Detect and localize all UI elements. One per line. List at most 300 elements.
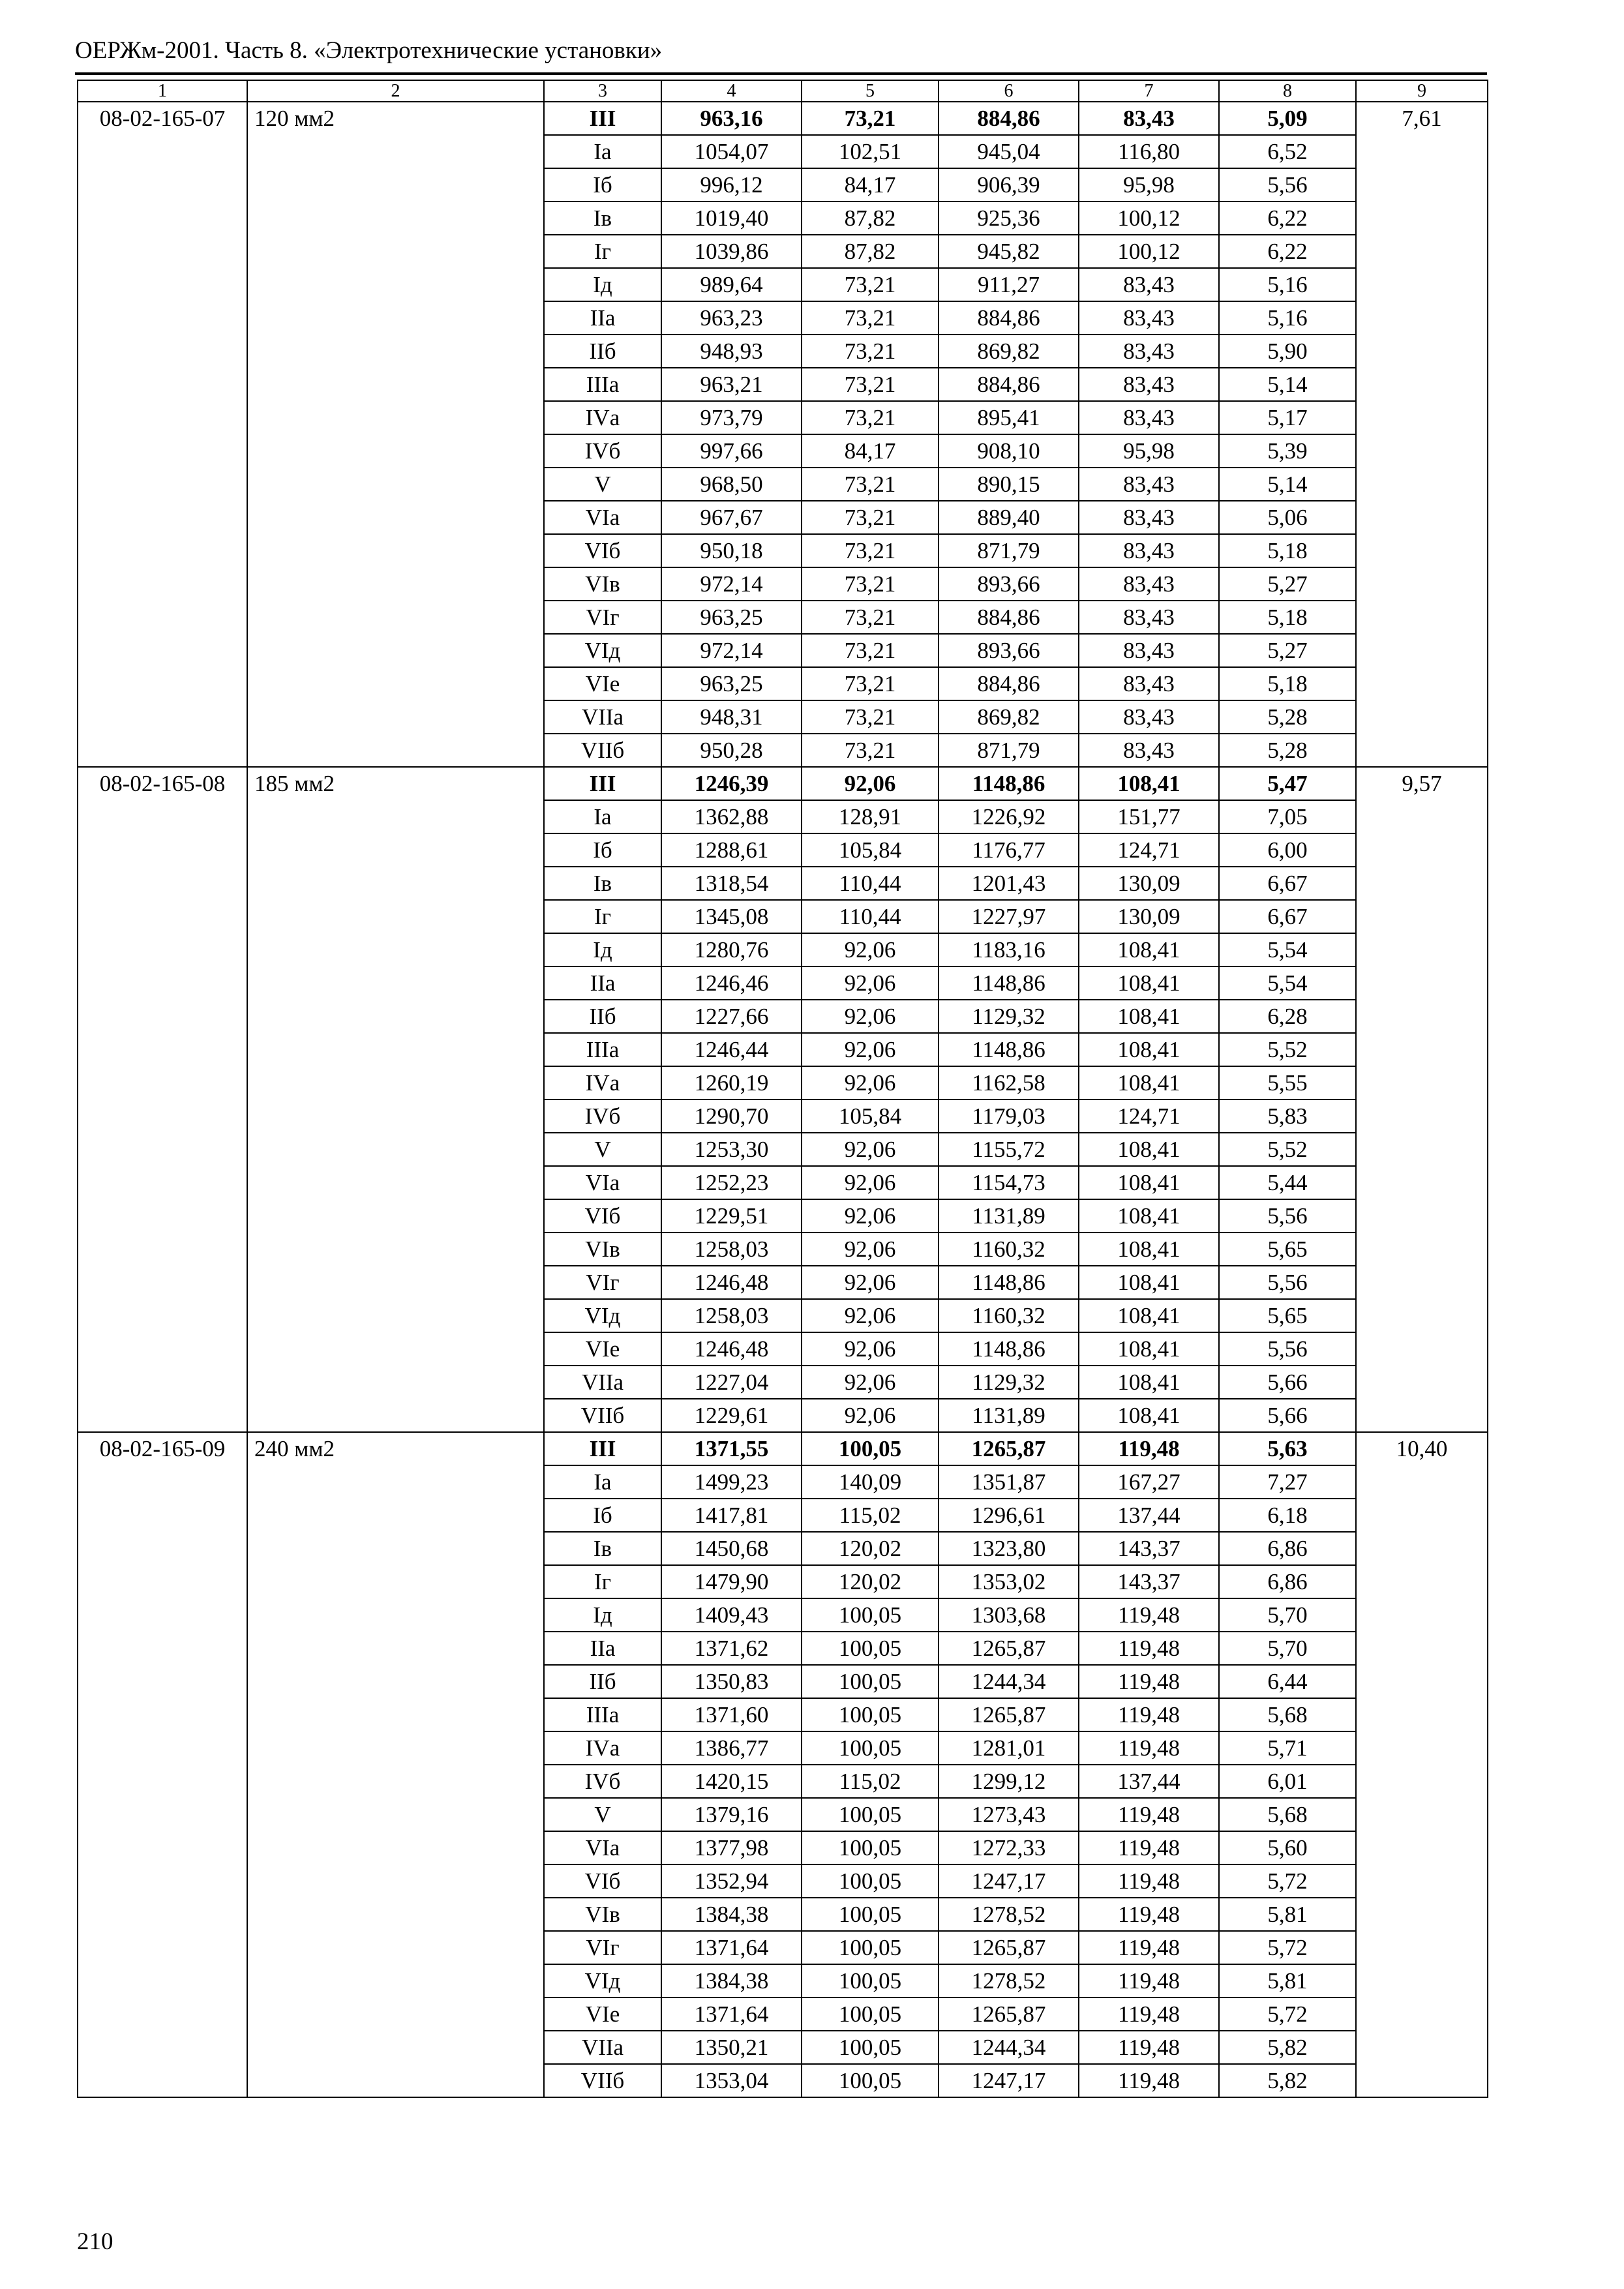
value-cell: 100,05 [802, 1898, 939, 1931]
zone-cell: IIIа [544, 1033, 661, 1066]
value-cell: 908,10 [939, 434, 1079, 468]
value-cell: 1246,39 [661, 767, 802, 800]
value-cell: 95,98 [1079, 434, 1219, 468]
value-cell: 5,28 [1219, 700, 1356, 734]
value-cell: 1252,23 [661, 1166, 802, 1199]
value-cell: 1019,40 [661, 202, 802, 235]
value-cell: 92,06 [802, 1066, 939, 1100]
value-cell: 1371,64 [661, 1931, 802, 1964]
zone-cell: Iа [544, 1465, 661, 1499]
value-cell: 83,43 [1079, 567, 1219, 601]
column-number: 2 [247, 80, 544, 102]
zone-cell: Iг [544, 900, 661, 933]
value-cell: 1278,52 [939, 1898, 1079, 1931]
value-cell: 5,56 [1219, 168, 1356, 202]
value-cell: 5,81 [1219, 1964, 1356, 1997]
column-number: 1 [78, 80, 247, 102]
value-cell: 124,71 [1079, 833, 1219, 867]
value-cell: 6,28 [1219, 1000, 1356, 1033]
value-cell: 1409,43 [661, 1598, 802, 1632]
value-cell: 884,86 [939, 601, 1079, 634]
value-cell: 5,52 [1219, 1133, 1356, 1166]
value-cell: 100,12 [1079, 202, 1219, 235]
zone-cell: Iг [544, 1565, 661, 1598]
value-cell: 100,05 [802, 1665, 939, 1698]
zone-cell: VIе [544, 1997, 661, 2031]
zone-cell: Iв [544, 202, 661, 235]
value-cell: 5,18 [1219, 534, 1356, 567]
value-cell: 5,55 [1219, 1066, 1356, 1100]
value-cell: 1371,55 [661, 1432, 802, 1465]
value-cell: 906,39 [939, 168, 1079, 202]
value-cell: 997,66 [661, 434, 802, 468]
value-cell: 108,41 [1079, 1233, 1219, 1266]
value-cell: 948,93 [661, 335, 802, 368]
value-cell: 1386,77 [661, 1731, 802, 1765]
value-cell: 5,90 [1219, 335, 1356, 368]
table-row [78, 767, 1488, 800]
value-cell: 6,22 [1219, 202, 1356, 235]
value-cell: 92,06 [802, 1299, 939, 1332]
value-cell: 1154,73 [939, 1166, 1079, 1199]
value-cell: 83,43 [1079, 102, 1219, 135]
value-cell: 73,21 [802, 567, 939, 601]
value-cell: 5,09 [1219, 102, 1356, 135]
value-cell: 5,18 [1219, 667, 1356, 700]
zone-cell: VIв [544, 1233, 661, 1266]
zone-cell: Iд [544, 933, 661, 966]
value-cell: 1371,60 [661, 1698, 802, 1731]
value-cell: 5,65 [1219, 1299, 1356, 1332]
value-cell: 1227,66 [661, 1000, 802, 1033]
value-cell: 948,31 [661, 700, 802, 734]
value-cell: 100,05 [802, 1964, 939, 1997]
value-cell: 140,09 [802, 1465, 939, 1499]
value-cell: 124,71 [1079, 1100, 1219, 1133]
value-cell: 73,21 [802, 501, 939, 534]
value-cell: 1273,43 [939, 1798, 1079, 1831]
value-cell: 6,67 [1219, 867, 1356, 900]
column-9-value: 10,40 [1356, 1432, 1488, 2097]
zone-cell: Iа [544, 135, 661, 168]
value-cell: 968,50 [661, 468, 802, 501]
column-9-value: 7,61 [1356, 102, 1488, 767]
value-cell: 5,06 [1219, 501, 1356, 534]
value-cell: 119,48 [1079, 1798, 1219, 1831]
value-cell: 1377,98 [661, 1831, 802, 1864]
value-cell: 7,05 [1219, 800, 1356, 833]
value-cell: 1258,03 [661, 1233, 802, 1266]
value-cell: 1258,03 [661, 1299, 802, 1332]
value-cell: 1280,76 [661, 933, 802, 966]
column-number: 5 [802, 80, 939, 102]
value-cell: 108,41 [1079, 1033, 1219, 1066]
value-cell: 5,65 [1219, 1233, 1356, 1266]
value-cell: 1129,32 [939, 1000, 1079, 1033]
zone-cell: VIIб [544, 1399, 661, 1432]
value-cell: 890,15 [939, 468, 1079, 501]
value-cell: 6,00 [1219, 833, 1356, 867]
value-cell: 1148,86 [939, 1332, 1079, 1366]
value-cell: 1290,70 [661, 1100, 802, 1133]
value-cell: 884,86 [939, 102, 1079, 135]
value-cell: 92,06 [802, 1399, 939, 1432]
column-number: 3 [544, 80, 661, 102]
value-cell: 1288,61 [661, 833, 802, 867]
value-cell: 87,82 [802, 202, 939, 235]
value-cell: 5,39 [1219, 434, 1356, 468]
value-cell: 1160,32 [939, 1233, 1079, 1266]
value-cell: 1260,19 [661, 1066, 802, 1100]
zone-cell: V [544, 1133, 661, 1166]
value-cell: 6,01 [1219, 1765, 1356, 1798]
zone-cell: VIIб [544, 734, 661, 767]
value-cell: 973,79 [661, 401, 802, 434]
zone-cell: VIа [544, 1166, 661, 1199]
value-cell: 1303,68 [939, 1598, 1079, 1632]
value-cell: 5,68 [1219, 1798, 1356, 1831]
value-cell: 73,21 [802, 401, 939, 434]
value-cell: 1162,58 [939, 1066, 1079, 1100]
value-cell: 119,48 [1079, 1864, 1219, 1898]
value-cell: 963,23 [661, 301, 802, 335]
value-cell: 871,79 [939, 734, 1079, 767]
value-cell: 5,72 [1219, 1864, 1356, 1898]
value-cell: 83,43 [1079, 501, 1219, 534]
value-cell: 108,41 [1079, 933, 1219, 966]
value-cell: 83,43 [1079, 368, 1219, 401]
zone-cell: Iа [544, 800, 661, 833]
value-cell: 83,43 [1079, 335, 1219, 368]
value-cell: 989,64 [661, 268, 802, 301]
value-cell: 119,48 [1079, 1598, 1219, 1632]
value-cell: 1350,21 [661, 2031, 802, 2064]
column-number-row [78, 80, 1488, 102]
value-cell: 128,91 [802, 800, 939, 833]
value-cell: 92,06 [802, 1332, 939, 1366]
value-cell: 972,14 [661, 567, 802, 601]
value-cell: 137,44 [1079, 1765, 1219, 1798]
value-cell: 1131,89 [939, 1399, 1079, 1432]
value-cell: 119,48 [1079, 1432, 1219, 1465]
value-cell: 1246,48 [661, 1332, 802, 1366]
value-cell: 950,18 [661, 534, 802, 567]
value-cell: 73,21 [802, 634, 939, 667]
value-cell: 5,81 [1219, 1898, 1356, 1931]
value-cell: 1450,68 [661, 1532, 802, 1565]
value-cell: 92,06 [802, 1266, 939, 1299]
value-cell: 950,28 [661, 734, 802, 767]
zone-cell: VIг [544, 1931, 661, 1964]
value-cell: 108,41 [1079, 1166, 1219, 1199]
column-number: 8 [1219, 80, 1356, 102]
value-cell: 5,54 [1219, 933, 1356, 966]
value-cell: 884,86 [939, 667, 1079, 700]
value-cell: 108,41 [1079, 1266, 1219, 1299]
value-cell: 1227,97 [939, 900, 1079, 933]
value-cell: 6,86 [1219, 1565, 1356, 1598]
rate-code: 08-02-165-08 [78, 767, 247, 1432]
value-cell: 1148,86 [939, 1266, 1079, 1299]
value-cell: 1265,87 [939, 1931, 1079, 1964]
value-cell: 108,41 [1079, 966, 1219, 1000]
value-cell: 6,22 [1219, 235, 1356, 268]
zone-cell: Iб [544, 168, 661, 202]
value-cell: 1318,54 [661, 867, 802, 900]
value-cell: 119,48 [1079, 1731, 1219, 1765]
zone-cell: IVа [544, 401, 661, 434]
value-cell: 105,84 [802, 1100, 939, 1133]
table-row [78, 1432, 1488, 1465]
value-cell: 110,44 [802, 900, 939, 933]
zone-cell: VIе [544, 667, 661, 700]
value-cell: 5,82 [1219, 2031, 1356, 2064]
value-cell: 884,86 [939, 368, 1079, 401]
value-cell: 83,43 [1079, 601, 1219, 634]
zone-cell: III [544, 767, 661, 800]
value-cell: 1278,52 [939, 1964, 1079, 1997]
value-cell: 1265,87 [939, 1698, 1079, 1731]
value-cell: 73,21 [802, 335, 939, 368]
value-cell: 100,05 [802, 1931, 939, 1964]
value-cell: 73,21 [802, 268, 939, 301]
value-cell: 1247,17 [939, 2064, 1079, 2097]
value-cell: 84,17 [802, 434, 939, 468]
value-cell: 119,48 [1079, 2031, 1219, 2064]
zone-cell: Iв [544, 1532, 661, 1565]
value-cell: 108,41 [1079, 1399, 1219, 1432]
section-size: 240 мм2 [247, 1432, 544, 2097]
value-cell: 83,43 [1079, 700, 1219, 734]
value-cell: 1054,07 [661, 135, 802, 168]
rate-code: 08-02-165-09 [78, 1432, 247, 2097]
value-cell: 100,05 [802, 1864, 939, 1898]
value-cell: 5,54 [1219, 966, 1356, 1000]
value-cell: 1384,38 [661, 1964, 802, 1997]
value-cell: 5,28 [1219, 734, 1356, 767]
value-cell: 5,16 [1219, 301, 1356, 335]
value-cell: 5,56 [1219, 1332, 1356, 1366]
zone-cell: IVа [544, 1731, 661, 1765]
value-cell: 1420,15 [661, 1765, 802, 1798]
value-cell: 110,44 [802, 867, 939, 900]
value-cell: 95,98 [1079, 168, 1219, 202]
value-cell: 5,66 [1219, 1366, 1356, 1399]
zone-cell: IIб [544, 1665, 661, 1698]
value-cell: 92,06 [802, 1199, 939, 1233]
value-cell: 100,05 [802, 1831, 939, 1864]
value-cell: 1371,62 [661, 1632, 802, 1665]
value-cell: 945,04 [939, 135, 1079, 168]
zone-cell: IIа [544, 966, 661, 1000]
zone-cell: VIа [544, 501, 661, 534]
section-size: 120 мм2 [247, 102, 544, 767]
value-cell: 83,43 [1079, 268, 1219, 301]
value-cell: 5,14 [1219, 468, 1356, 501]
value-cell: 893,66 [939, 567, 1079, 601]
zone-cell: VIв [544, 567, 661, 601]
zone-cell: VIб [544, 534, 661, 567]
value-cell: 143,37 [1079, 1532, 1219, 1565]
value-cell: 1179,03 [939, 1100, 1079, 1133]
value-cell: 1246,44 [661, 1033, 802, 1066]
value-cell: 119,48 [1079, 1665, 1219, 1698]
value-cell: 83,43 [1079, 468, 1219, 501]
value-cell: 108,41 [1079, 1199, 1219, 1233]
value-cell: 73,21 [802, 368, 939, 401]
value-cell: 92,06 [802, 1033, 939, 1066]
value-cell: 100,05 [802, 1798, 939, 1831]
value-cell: 963,25 [661, 601, 802, 634]
value-cell: 967,67 [661, 501, 802, 534]
page-number: 210 [77, 2228, 113, 2255]
value-cell: 92,06 [802, 767, 939, 800]
zone-cell: IVа [544, 1066, 661, 1100]
value-cell: 1226,92 [939, 800, 1079, 833]
zone-cell: VIд [544, 1964, 661, 1997]
value-cell: 108,41 [1079, 767, 1219, 800]
value-cell: 1155,72 [939, 1133, 1079, 1166]
table-row [78, 102, 1488, 135]
value-cell: 119,48 [1079, 2064, 1219, 2097]
value-cell: 137,44 [1079, 1499, 1219, 1532]
value-cell: 963,16 [661, 102, 802, 135]
value-cell: 1229,61 [661, 1399, 802, 1432]
value-cell: 1265,87 [939, 1432, 1079, 1465]
value-cell: 996,12 [661, 168, 802, 202]
value-cell: 1246,46 [661, 966, 802, 1000]
value-cell: 100,05 [802, 1598, 939, 1632]
value-cell: 1131,89 [939, 1199, 1079, 1233]
value-cell: 1247,17 [939, 1864, 1079, 1898]
value-cell: 963,21 [661, 368, 802, 401]
value-cell: 1362,88 [661, 800, 802, 833]
value-cell: 73,21 [802, 534, 939, 567]
value-cell: 1244,34 [939, 1665, 1079, 1698]
zone-cell: IIIа [544, 368, 661, 401]
value-cell: 92,06 [802, 966, 939, 1000]
value-cell: 1265,87 [939, 1997, 1079, 2031]
value-cell: 1352,94 [661, 1864, 802, 1898]
zone-cell: VIа [544, 1831, 661, 1864]
zone-cell: Iб [544, 833, 661, 867]
zone-cell: V [544, 468, 661, 501]
value-cell: 1039,86 [661, 235, 802, 268]
value-cell: 120,02 [802, 1565, 939, 1598]
value-cell: 5,72 [1219, 1997, 1356, 2031]
value-cell: 119,48 [1079, 1898, 1219, 1931]
value-cell: 92,06 [802, 1366, 939, 1399]
value-cell: 5,17 [1219, 401, 1356, 434]
value-cell: 1229,51 [661, 1199, 802, 1233]
value-cell: 5,60 [1219, 1831, 1356, 1864]
value-cell: 972,14 [661, 634, 802, 667]
value-cell: 83,43 [1079, 734, 1219, 767]
value-cell: 5,27 [1219, 567, 1356, 601]
value-cell: 1296,61 [939, 1499, 1079, 1532]
value-cell: 7,27 [1219, 1465, 1356, 1499]
value-cell: 945,82 [939, 235, 1079, 268]
value-cell: 100,12 [1079, 235, 1219, 268]
value-cell: 5,16 [1219, 268, 1356, 301]
value-cell: 889,40 [939, 501, 1079, 534]
value-cell: 1281,01 [939, 1731, 1079, 1765]
value-cell: 5,82 [1219, 2064, 1356, 2097]
zone-cell: VIIб [544, 2064, 661, 2097]
value-cell: 5,83 [1219, 1100, 1356, 1133]
column-number: 4 [661, 80, 802, 102]
zone-cell: III [544, 1432, 661, 1465]
value-cell: 116,80 [1079, 135, 1219, 168]
value-cell: 869,82 [939, 335, 1079, 368]
value-cell: 1148,86 [939, 767, 1079, 800]
value-cell: 83,43 [1079, 401, 1219, 434]
zone-cell: IIа [544, 1632, 661, 1665]
section-size: 185 мм2 [247, 767, 544, 1432]
value-cell: 5,70 [1219, 1598, 1356, 1632]
zone-cell: VIд [544, 1299, 661, 1332]
value-cell: 92,06 [802, 933, 939, 966]
value-cell: 1350,83 [661, 1665, 802, 1698]
zone-cell: IIIа [544, 1698, 661, 1731]
value-cell: 119,48 [1079, 1831, 1219, 1864]
value-cell: 1345,08 [661, 900, 802, 933]
value-cell: 100,05 [802, 1432, 939, 1465]
value-cell: 108,41 [1079, 1000, 1219, 1033]
zone-cell: III [544, 102, 661, 135]
value-cell: 963,25 [661, 667, 802, 700]
value-cell: 84,17 [802, 168, 939, 202]
zone-cell: IIб [544, 335, 661, 368]
value-cell: 100,05 [802, 1731, 939, 1765]
value-cell: 108,41 [1079, 1299, 1219, 1332]
value-cell: 893,66 [939, 634, 1079, 667]
value-cell: 115,02 [802, 1765, 939, 1798]
value-cell: 100,05 [802, 1997, 939, 2031]
value-cell: 5,47 [1219, 767, 1356, 800]
value-cell: 6,86 [1219, 1532, 1356, 1565]
value-cell: 6,67 [1219, 900, 1356, 933]
value-cell: 83,43 [1079, 301, 1219, 335]
value-cell: 119,48 [1079, 1964, 1219, 1997]
value-cell: 1253,30 [661, 1133, 802, 1166]
value-cell: 73,21 [802, 301, 939, 335]
value-cell: 1148,86 [939, 1033, 1079, 1066]
value-cell: 1129,32 [939, 1366, 1079, 1399]
value-cell: 1417,81 [661, 1499, 802, 1532]
header-rule [75, 72, 1487, 75]
value-cell: 925,36 [939, 202, 1079, 235]
zone-cell: Iг [544, 235, 661, 268]
value-cell: 83,43 [1079, 634, 1219, 667]
value-cell: 1246,48 [661, 1266, 802, 1299]
zone-cell: VIIа [544, 2031, 661, 2064]
value-cell: 5,18 [1219, 601, 1356, 634]
zone-cell: IVб [544, 1765, 661, 1798]
zone-cell: Iб [544, 1499, 661, 1532]
value-cell: 83,43 [1079, 667, 1219, 700]
value-cell: 5,52 [1219, 1033, 1356, 1066]
value-cell: 130,09 [1079, 867, 1219, 900]
column-number: 6 [939, 80, 1079, 102]
value-cell: 1227,04 [661, 1366, 802, 1399]
value-cell: 1353,02 [939, 1565, 1079, 1598]
value-cell: 1272,33 [939, 1831, 1079, 1864]
zone-cell: VIг [544, 601, 661, 634]
value-cell: 92,06 [802, 1133, 939, 1166]
value-cell: 73,21 [802, 468, 939, 501]
value-cell: 73,21 [802, 667, 939, 700]
